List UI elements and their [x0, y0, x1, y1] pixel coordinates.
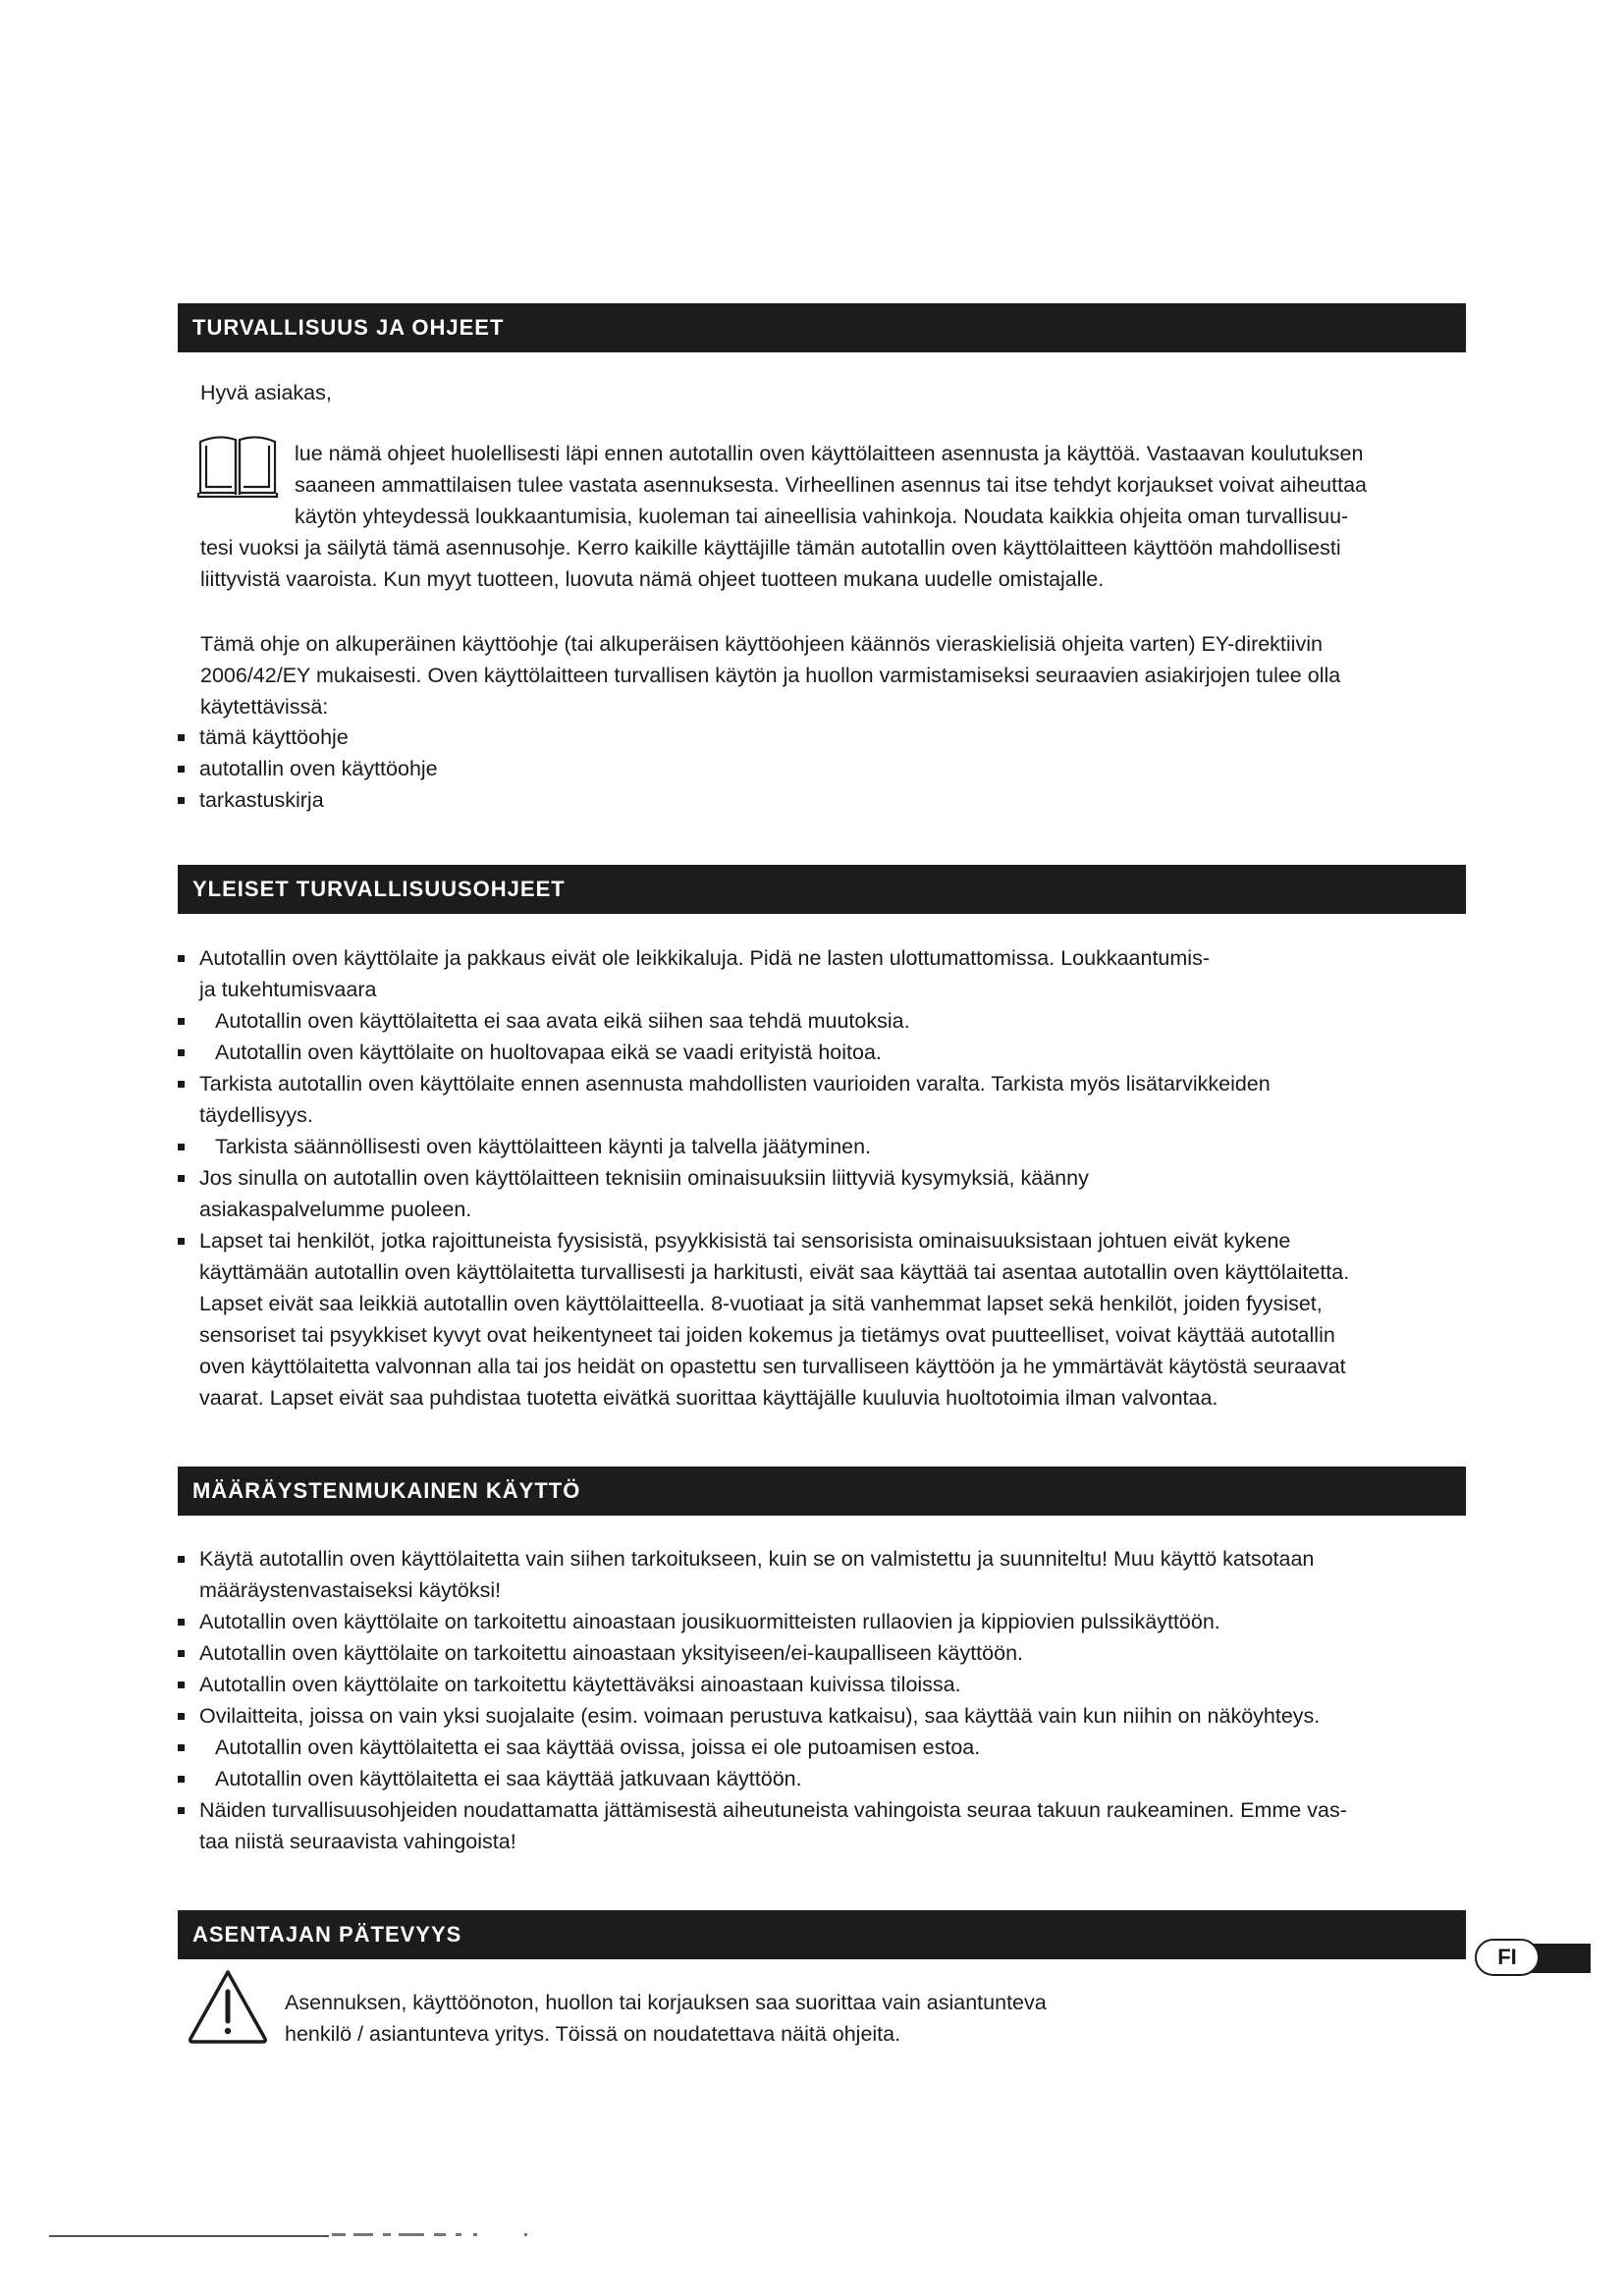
list-item: autotallin oven käyttöohje [178, 753, 1474, 784]
list-item: Ovilaitteita, joissa on vain yksi suojalaite (esim. voimaan perustuva katkaisu), saa käyttää vain kun niihin on näköyhteys. [178, 1700, 1474, 1732]
list-item: Näiden turvallisuusohjeiden noudattamatta jättämisestä aiheutuneista vahingoista seuraa takuun raukeaminen. Emme vas- taa niistä seuraavista vahingoista! [178, 1794, 1474, 1857]
warning-triangle-icon [187, 1968, 269, 2045]
list-item: Autotallin oven käyttölaitetta ei saa käyttää ovissa, joissa ei ole putoamisen estoa. [178, 1732, 1474, 1763]
language-code: FI [1475, 1939, 1540, 1976]
intro-line: lue nämä ohjeet huolellisesti läpi ennen autotallin oven käyttölaitteen asennusta ja käyttöä. Vastaavan koulutuksen [295, 442, 1364, 465]
language-badge [1475, 1939, 1591, 1978]
list-item: Autotallin oven käyttölaite on tarkoitettu käytettäväksi ainoastaan kuivissa tiloissa. [178, 1669, 1474, 1700]
section-header-yleiset: YLEISET TURVALLISUUSOHJEET [178, 865, 1466, 914]
intro-paragraph-top [295, 438, 1473, 532]
directive-line: Tämä ohje on alkuperäinen käyttöohje (tai alkuperäisen käyttöohjeen käännös vieraskielisiä ohjeita varten) EY-direktiivin [200, 632, 1323, 656]
footer-marks [332, 2232, 538, 2238]
list-item: tarkastuskirja [178, 784, 1474, 816]
list-item: Autotallin oven käyttölaite ja pakkaus eivät ole leikkikaluja. Pidä ne lasten ulottumattomissa. Loukkaantumis- ja tukehtumisvaara [178, 942, 1474, 1005]
list-item: tämä käyttöohje [178, 721, 1474, 753]
competence-line: henkilö / asiantunteva yritys. Töissä on noudatettava näitä ohjeita. [285, 2022, 901, 2046]
section-header-turvallisuus: TURVALLISUUS JA OHJEET [178, 303, 1466, 352]
list-item: Autotallin oven käyttölaitetta ei saa käyttää jatkuvaan käyttöön. [178, 1763, 1474, 1794]
open-book-icon [196, 432, 279, 499]
footer-rule [49, 2235, 329, 2237]
list-item: Tarkista säännöllisesti oven käyttölaitteen käynti ja talvella jäätyminen. [178, 1131, 1474, 1162]
directive-line: 2006/42/EY mukaisesti. Oven käyttölaitteen turvallisen käytön ja huollon varmistamiseksi seuraavien asiakirjojen tulee olla [200, 664, 1341, 687]
intro-line: käytön yhteydessä loukkaantumisia, kuoleman tai aineellisia vahinkoja. Noudata kaikkia ohjeita oman turvallisuu- [295, 505, 1349, 528]
directive-paragraph [200, 628, 1477, 722]
documents-list [178, 721, 1474, 816]
competence-line: Asennuksen, käyttöönoton, huollon tai korjauksen saa suorittaa vain asiantunteva [285, 1991, 1047, 2014]
intro-line: liittyvistä vaaroista. Kun myyt tuotteen, luovuta nämä ohjeet tuotteen mukana uudelle omistajalle. [200, 567, 1105, 591]
installer-competence-text [285, 1987, 1267, 2050]
list-item: Autotallin oven käyttölaite on tarkoitettu ainoastaan jousikuormitteisten rullaovien ja kippiovien pulssikäyttöön. [178, 1606, 1474, 1637]
general-safety-list [178, 942, 1474, 1414]
section-header-maaraystenmukainen: MÄÄRÄYSTENMUKAINEN KÄYTTÖ [178, 1467, 1466, 1516]
intended-use-list [178, 1543, 1474, 1857]
intro-paragraph-bottom [200, 532, 1477, 595]
directive-line: käytettävissä: [200, 695, 329, 719]
list-item: Jos sinulla on autotallin oven käyttölaitteen teknisiin ominaisuuksiin liittyviä kysymyksiä, käänny asiakaspalvelumme puoleen. [178, 1162, 1474, 1225]
list-item: Lapset tai henkilöt, jotka rajoittuneista fyysisistä, psyykkisistä tai sensorisista ominaisuuksistaan johtuen eivät kykene käyttämään autotallin oven käyttölaitetta turvallisesti ja harkitusti, eivät saa käyttää tai asentaa autotallin oven käyttölaitetta. Lapset eivät saa leikkiä autotallin oven käyttölaitteella. 8-vuotiaat ja sitä vanhemmat lapset sekä henkilöt, joiden fyysiset, sensoriset tai psyykkiset kyvyt ovat heikentyneet tai joiden kokemus ja tietämys ovat puutteelliset, voivat käyttää autotallin oven käyttölaitetta valvonnan alla tai jos heidät on opastettu sen turvalliseen käyttöön ja he ymmärtävät käytöstä seuraavat vaarat. Lapset eivät saa puhdistaa tuotetta eivätkä suorittaa käyttäjälle kuuluvia huoltotoimia ilman valvontaa. [178, 1225, 1474, 1414]
list-item: Autotallin oven käyttölaite on huoltovapaa eikä se vaadi erityistä hoitoa. [178, 1037, 1474, 1068]
list-item: Käytä autotallin oven käyttölaitetta vain siihen tarkoitukseen, kuin se on valmistettu ja suunniteltu! Muu käyttö katsotaan määräystenvastaiseksi käytöksi! [178, 1543, 1474, 1606]
list-item: Autotallin oven käyttölaite on tarkoitettu ainoastaan yksityiseen/ei-kaupalliseen käyttöön. [178, 1637, 1474, 1669]
intro-line: saaneen ammattilaisen tulee vastata asennuksesta. Virheellinen asennus tai itse tehdyt korjaukset voivat aiheuttaa [295, 473, 1367, 497]
section-header-asentajan: ASENTAJAN PÄTEVYYS [178, 1910, 1466, 1959]
greeting: Hyvä asiakas, [200, 381, 332, 404]
list-item: Tarkista autotallin oven käyttölaite ennen asennusta mahdollisten vaurioiden varalta. Tarkista myös lisätarvikkeiden täydellisyys. [178, 1068, 1474, 1131]
list-item: Autotallin oven käyttölaitetta ei saa avata eikä siihen saa tehdä muutoksia. [178, 1005, 1474, 1037]
intro-line: tesi vuoksi ja säilytä tämä asennusohje. Kerro kaikille käyttäjille tämän autotallin oven käyttölaitteen käyttöön mahdollisesti [200, 536, 1341, 560]
